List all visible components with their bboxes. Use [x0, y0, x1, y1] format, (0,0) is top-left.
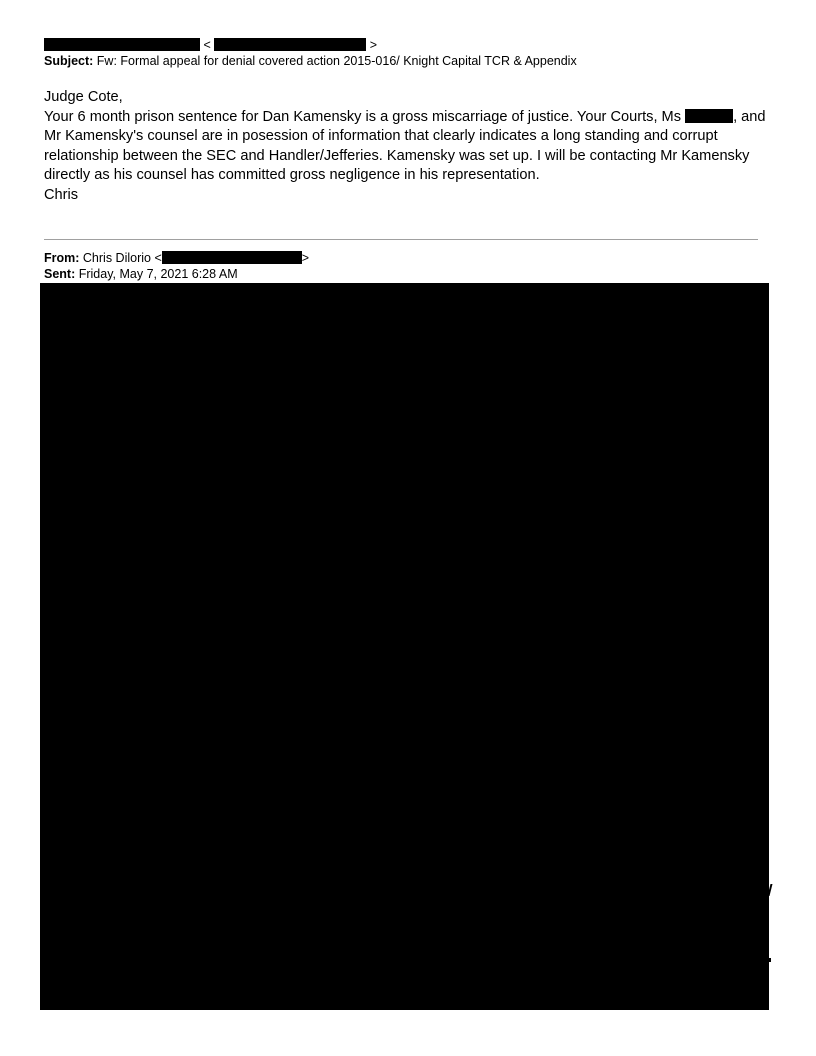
- body-line-2: Mr Kamensky's counsel are in posession of information that clearly indicates a long standing and corrupt: [44, 128, 718, 144]
- sent-label: Sent:: [44, 267, 76, 281]
- subject-line: [44, 54, 577, 69]
- forwarded-sent-line: [44, 267, 238, 282]
- separator-rule: [44, 239, 758, 240]
- redaction-block: [44, 38, 200, 51]
- close-bracket: >: [369, 38, 378, 52]
- from-name: Chris Dilorio <: [82, 251, 162, 265]
- email-body: [44, 88, 774, 205]
- body-line-1-start: Your 6 month prison sentence for Dan Kamensky is a gross miscarriage of justice. Your Courts, Ms: [44, 108, 686, 125]
- subject-label: Subject:: [44, 54, 94, 68]
- body-line-3: relationship between the SEC and Handler/Jefferies. Kamensky was set up. I will be contacting Mr Kamensky: [44, 147, 750, 164]
- from-label: From:: [44, 251, 80, 265]
- body-line-4: directly as his counsel has committed gross negligence in his representation.: [44, 167, 540, 183]
- forwarded-from-line: [44, 251, 309, 266]
- redaction-block: [685, 109, 733, 123]
- recipient-header: [44, 38, 377, 53]
- signature: Chris: [44, 186, 79, 203]
- from-close-bracket: >: [301, 251, 310, 265]
- open-bracket: <: [203, 38, 211, 52]
- redaction-block: [214, 38, 366, 51]
- large-redaction-block: [40, 283, 769, 1010]
- redaction-block: [162, 251, 302, 264]
- salutation: Judge Cote,: [44, 89, 123, 105]
- sent-value: Friday, May 7, 2021 6:28 AM: [78, 267, 238, 281]
- body-line-1-end: , and: [733, 108, 766, 125]
- subject-value: Fw: Formal appeal for denial covered action 2015-016/ Knight Capital TCR & Appendix: [96, 54, 577, 68]
- stray-mark: [769, 958, 771, 962]
- body-line-1: [44, 108, 774, 128]
